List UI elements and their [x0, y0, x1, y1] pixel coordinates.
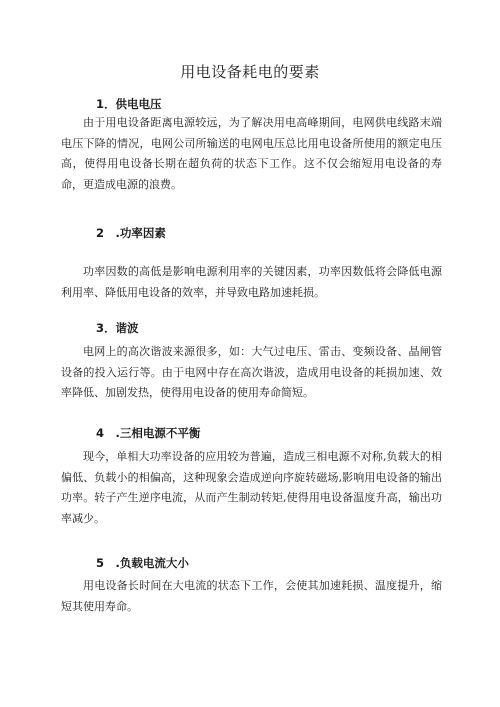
section-heading-harmonics: 3．谐波 — [96, 321, 139, 335]
section-heading-power-factor: 2 .功率因素 — [96, 226, 166, 240]
section-heading-load-current: 5 .负载电流大小 — [96, 556, 189, 570]
section-body-load-current: 用电设备长时间在大电流的状态下工作，会使其加速耗损、温度提升，缩短其使用寿命。 — [61, 579, 442, 613]
section-heading-three-phase-imbalance: 4 .三相电源不平衡 — [96, 426, 201, 440]
section-body-harmonics: 电网上的高次谐波来源很多，如：大气过电压、雷击、变频设备、晶闸管设备的投入运行等。由于电网中存在高次谐波，造成用电设备的耗损加速、效率降低、加剧发热，使得用电设备的使用寿命简短。 — [61, 345, 442, 399]
section-heading-supply-voltage: 1．供电电压 — [96, 97, 162, 111]
section-body-three-phase-imbalance: 现今，单相大功率设备的应用较为普遍，造成三相电源不对称,负载大的相偏低、负载小的相偏高，这种现象会造成逆向序旋转磁场,影响用电设备的输出功率。转子产生逆序电流，从而产生制动转矩,使得用电设备温度升高，输出功率减少。 — [61, 450, 442, 525]
section-body-power-factor: 功率因数的高低是影响电源利用率的关键因素，功率因数低将会降低电源利用率、降低用电设备的效率，并导致电路加速耗损。 — [61, 265, 442, 299]
document-title: 用电设备耗电的要素 — [180, 63, 320, 81]
section-body-supply-voltage: 由于用电设备距离电源较远，为了解决用电高峰期间，电网供电线路末端电压下降的情况，电网公司所输送的电网电压总比用电设备所使用的额定电压高，使得用电设备长期在超负荷的状态下工作。这不仅会缩短用电设备的寿命，更造成电源的浪费。 — [61, 116, 442, 191]
